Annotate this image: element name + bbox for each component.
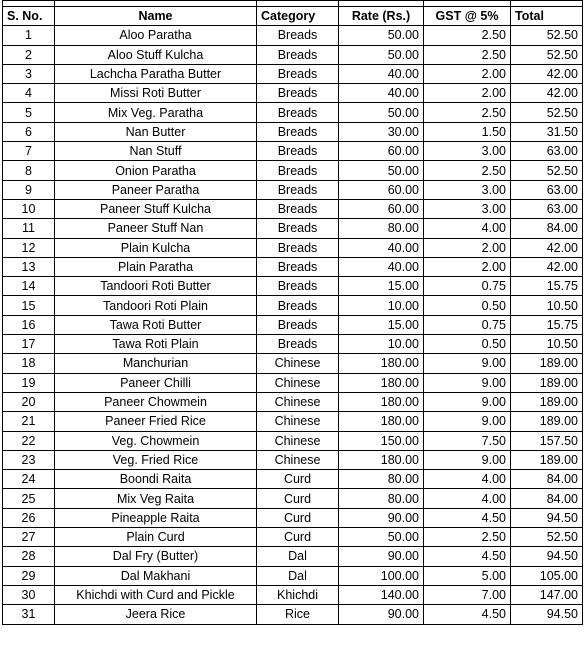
table-row [3, 315, 583, 334]
cell-total: 42.00 [511, 257, 583, 276]
cell-rate: 40.00 [339, 64, 424, 83]
cell-serial-no: 10 [3, 199, 55, 218]
cell-gst: 2.00 [424, 257, 511, 276]
cell-name: Nan Stuff [55, 142, 257, 161]
cell-total: 189.00 [511, 450, 583, 469]
cell-rate: 50.00 [339, 26, 424, 45]
cell-serial-no: 15 [3, 296, 55, 315]
table-row [3, 277, 583, 296]
cell-rate: 60.00 [339, 180, 424, 199]
cell-rate: 60.00 [339, 199, 424, 218]
cell-category: Breads [257, 26, 339, 45]
cell-gst: 4.50 [424, 547, 511, 566]
cell-category: Curd [257, 470, 339, 489]
cell-serial-no: 2 [3, 45, 55, 64]
cell-rate: 180.00 [339, 354, 424, 373]
cell-serial-no: 6 [3, 122, 55, 141]
cell-serial-no: 5 [3, 103, 55, 122]
cell-gst: 9.00 [424, 450, 511, 469]
cell-name: Missi Roti Butter [55, 84, 257, 103]
cell-gst: 3.00 [424, 199, 511, 218]
cell-rate: 50.00 [339, 103, 424, 122]
table-row [3, 585, 583, 604]
cell-total: 42.00 [511, 84, 583, 103]
cell-gst: 0.50 [424, 335, 511, 354]
cell-serial-no: 22 [3, 431, 55, 450]
cell-gst: 9.00 [424, 354, 511, 373]
cell-total: 52.50 [511, 161, 583, 180]
table-row [3, 238, 583, 257]
table-row [3, 296, 583, 315]
cell-rate: 150.00 [339, 431, 424, 450]
table-row [3, 84, 583, 103]
cell-rate: 10.00 [339, 335, 424, 354]
cell-rate: 100.00 [339, 566, 424, 585]
cell-name: Manchurian [55, 354, 257, 373]
cell-serial-no: 18 [3, 354, 55, 373]
cell-name: Paneer Stuff Kulcha [55, 199, 257, 218]
cell-gst: 4.50 [424, 605, 511, 624]
cell-category: Chinese [257, 373, 339, 392]
cell-gst: 7.00 [424, 585, 511, 604]
cell-gst: 7.50 [424, 431, 511, 450]
table-row [3, 489, 583, 508]
cell-total: 189.00 [511, 392, 583, 411]
table-row [3, 354, 583, 373]
table-row [3, 566, 583, 585]
cell-gst: 2.00 [424, 64, 511, 83]
cell-total: 52.50 [511, 45, 583, 64]
cell-serial-no: 20 [3, 392, 55, 411]
cell-name: Tandoori Roti Butter [55, 277, 257, 296]
cell-category: Breads [257, 84, 339, 103]
cell-name: Onion Paratha [55, 161, 257, 180]
table-row [3, 528, 583, 547]
cell-gst: 9.00 [424, 392, 511, 411]
cell-gst: 2.50 [424, 161, 511, 180]
cell-total: 42.00 [511, 238, 583, 257]
cell-rate: 90.00 [339, 547, 424, 566]
cell-serial-no: 12 [3, 238, 55, 257]
cell-gst: 5.00 [424, 566, 511, 585]
table-row [3, 180, 583, 199]
header-row [3, 7, 583, 26]
cell-total: 84.00 [511, 489, 583, 508]
cell-serial-no: 14 [3, 277, 55, 296]
cell-gst: 4.00 [424, 489, 511, 508]
cell-name: Dal Fry (Butter) [55, 547, 257, 566]
cell-serial-no: 21 [3, 412, 55, 431]
header-total: Total [511, 7, 583, 26]
table-row [3, 142, 583, 161]
cell-name: Mix Veg. Paratha [55, 103, 257, 122]
table-row [3, 431, 583, 450]
cell-gst: 3.00 [424, 142, 511, 161]
cell-total: 157.50 [511, 431, 583, 450]
cell-serial-no: 27 [3, 528, 55, 547]
cell-total: 10.50 [511, 335, 583, 354]
table-row [3, 412, 583, 431]
cell-category: Breads [257, 103, 339, 122]
cell-category: Breads [257, 180, 339, 199]
cell-rate: 90.00 [339, 605, 424, 624]
cell-serial-no: 28 [3, 547, 55, 566]
cell-serial-no: 4 [3, 84, 55, 103]
cell-total: 63.00 [511, 142, 583, 161]
cell-category: Breads [257, 142, 339, 161]
cell-category: Breads [257, 277, 339, 296]
table-row [3, 373, 583, 392]
cell-name: Boondi Raita [55, 470, 257, 489]
cell-gst: 4.00 [424, 470, 511, 489]
cell-rate: 80.00 [339, 489, 424, 508]
cell-category: Rice [257, 605, 339, 624]
table-row [3, 45, 583, 64]
table-row [3, 470, 583, 489]
cell-rate: 80.00 [339, 470, 424, 489]
cell-serial-no: 11 [3, 219, 55, 238]
cell-rate: 30.00 [339, 122, 424, 141]
cell-category: Chinese [257, 392, 339, 411]
table-row [3, 450, 583, 469]
table-row [3, 547, 583, 566]
cell-rate: 50.00 [339, 45, 424, 64]
cell-name: Plain Paratha [55, 257, 257, 276]
header-serial-no: S. No. [3, 7, 55, 26]
cell-rate: 60.00 [339, 142, 424, 161]
cell-gst: 2.50 [424, 45, 511, 64]
cell-rate: 50.00 [339, 528, 424, 547]
cell-serial-no: 23 [3, 450, 55, 469]
cell-name: Jeera Rice [55, 605, 257, 624]
cell-gst: 9.00 [424, 412, 511, 431]
cell-category: Breads [257, 64, 339, 83]
table-row [3, 335, 583, 354]
cell-gst: 2.00 [424, 238, 511, 257]
cell-rate: 50.00 [339, 161, 424, 180]
cell-gst: 4.50 [424, 508, 511, 527]
cell-rate: 40.00 [339, 84, 424, 103]
cell-category: Breads [257, 238, 339, 257]
cell-serial-no: 19 [3, 373, 55, 392]
header-name: Name [55, 7, 257, 26]
cell-name: Paneer Fried Rice [55, 412, 257, 431]
cell-category: Dal [257, 566, 339, 585]
cell-gst: 0.75 [424, 315, 511, 334]
cell-rate: 180.00 [339, 450, 424, 469]
cell-total: 52.50 [511, 528, 583, 547]
cell-category: Chinese [257, 450, 339, 469]
header-category: Category [257, 7, 339, 26]
cell-serial-no: 7 [3, 142, 55, 161]
cell-rate: 180.00 [339, 412, 424, 431]
cell-total: 63.00 [511, 199, 583, 218]
cell-gst: 0.75 [424, 277, 511, 296]
cell-rate: 180.00 [339, 392, 424, 411]
cell-serial-no: 8 [3, 161, 55, 180]
cell-rate: 140.00 [339, 585, 424, 604]
cell-total: 94.50 [511, 605, 583, 624]
cell-category: Breads [257, 257, 339, 276]
cell-category: Curd [257, 489, 339, 508]
cell-name: Tandoori Roti Plain [55, 296, 257, 315]
cell-total: 15.75 [511, 277, 583, 296]
cell-name: Nan Butter [55, 122, 257, 141]
table-row [3, 508, 583, 527]
cell-total: 189.00 [511, 354, 583, 373]
cell-serial-no: 31 [3, 605, 55, 624]
cell-category: Curd [257, 528, 339, 547]
table-row [3, 257, 583, 276]
cell-category: Breads [257, 296, 339, 315]
cell-total: 10.50 [511, 296, 583, 315]
cell-rate: 15.00 [339, 277, 424, 296]
table-row [3, 199, 583, 218]
cell-rate: 90.00 [339, 508, 424, 527]
cell-category: Curd [257, 508, 339, 527]
cell-category: Chinese [257, 412, 339, 431]
cell-rate: 180.00 [339, 373, 424, 392]
table-row [3, 103, 583, 122]
cell-category: Breads [257, 335, 339, 354]
cell-rate: 40.00 [339, 238, 424, 257]
cell-name: Plain Curd [55, 528, 257, 547]
cell-category: Breads [257, 315, 339, 334]
cell-serial-no: 1 [3, 26, 55, 45]
cell-total: 84.00 [511, 219, 583, 238]
cell-total: 31.50 [511, 122, 583, 141]
cell-name: Veg. Chowmein [55, 431, 257, 450]
table-row [3, 219, 583, 238]
cell-total: 147.00 [511, 585, 583, 604]
cell-category: Breads [257, 122, 339, 141]
table-row [3, 605, 583, 624]
table-row [3, 392, 583, 411]
cell-gst: 2.50 [424, 528, 511, 547]
header-rate: Rate (Rs.) [339, 7, 424, 26]
cell-gst: 4.00 [424, 219, 511, 238]
cell-category: Dal [257, 547, 339, 566]
header-gst: GST @ 5% [424, 7, 511, 26]
cell-total: 94.50 [511, 508, 583, 527]
cell-category: Chinese [257, 431, 339, 450]
cell-serial-no: 13 [3, 257, 55, 276]
cell-serial-no: 9 [3, 180, 55, 199]
menu-price-table [2, 0, 583, 625]
cell-serial-no: 30 [3, 585, 55, 604]
cell-category: Breads [257, 161, 339, 180]
cell-name: Paneer Paratha [55, 180, 257, 199]
table-row [3, 64, 583, 83]
cell-rate: 80.00 [339, 219, 424, 238]
cell-name: Paneer Stuff Nan [55, 219, 257, 238]
cell-total: 105.00 [511, 566, 583, 585]
cell-name: Veg. Fried Rice [55, 450, 257, 469]
cell-name: Plain Kulcha [55, 238, 257, 257]
cell-name: Aloo Stuff Kulcha [55, 45, 257, 64]
cell-name: Dal Makhani [55, 566, 257, 585]
cell-name: Tawa Roti Butter [55, 315, 257, 334]
cell-rate: 15.00 [339, 315, 424, 334]
cell-gst: 9.00 [424, 373, 511, 392]
cell-total: 42.00 [511, 64, 583, 83]
cell-rate: 10.00 [339, 296, 424, 315]
cell-serial-no: 3 [3, 64, 55, 83]
cell-total: 52.50 [511, 26, 583, 45]
cell-serial-no: 26 [3, 508, 55, 527]
cell-total: 189.00 [511, 373, 583, 392]
cell-gst: 3.00 [424, 180, 511, 199]
cell-category: Breads [257, 199, 339, 218]
cell-name: Paneer Chilli [55, 373, 257, 392]
cell-category: Breads [257, 219, 339, 238]
cell-total: 189.00 [511, 412, 583, 431]
cell-name: Aloo Paratha [55, 26, 257, 45]
cell-name: Lachcha Paratha Butter [55, 64, 257, 83]
cell-gst: 1.50 [424, 122, 511, 141]
cell-serial-no: 24 [3, 470, 55, 489]
cell-gst: 2.00 [424, 84, 511, 103]
cell-name: Khichdi with Curd and Pickle [55, 585, 257, 604]
cell-category: Breads [257, 45, 339, 64]
cell-total: 15.75 [511, 315, 583, 334]
table-row [3, 26, 583, 45]
cell-serial-no: 25 [3, 489, 55, 508]
cell-category: Khichdi [257, 585, 339, 604]
cell-total: 63.00 [511, 180, 583, 199]
cell-rate: 40.00 [339, 257, 424, 276]
cell-total: 94.50 [511, 547, 583, 566]
cell-name: Pineapple Raita [55, 508, 257, 527]
cell-name: Paneer Chowmein [55, 392, 257, 411]
cell-gst: 2.50 [424, 103, 511, 122]
cell-gst: 2.50 [424, 26, 511, 45]
table-body [3, 26, 583, 624]
cell-name: Mix Veg Raita [55, 489, 257, 508]
cell-total: 52.50 [511, 103, 583, 122]
cell-total: 84.00 [511, 470, 583, 489]
cell-gst: 0.50 [424, 296, 511, 315]
cell-serial-no: 16 [3, 315, 55, 334]
cell-serial-no: 17 [3, 335, 55, 354]
cell-serial-no: 29 [3, 566, 55, 585]
table-row [3, 122, 583, 141]
table-row [3, 161, 583, 180]
cell-category: Chinese [257, 354, 339, 373]
cell-name: Tawa Roti Plain [55, 335, 257, 354]
